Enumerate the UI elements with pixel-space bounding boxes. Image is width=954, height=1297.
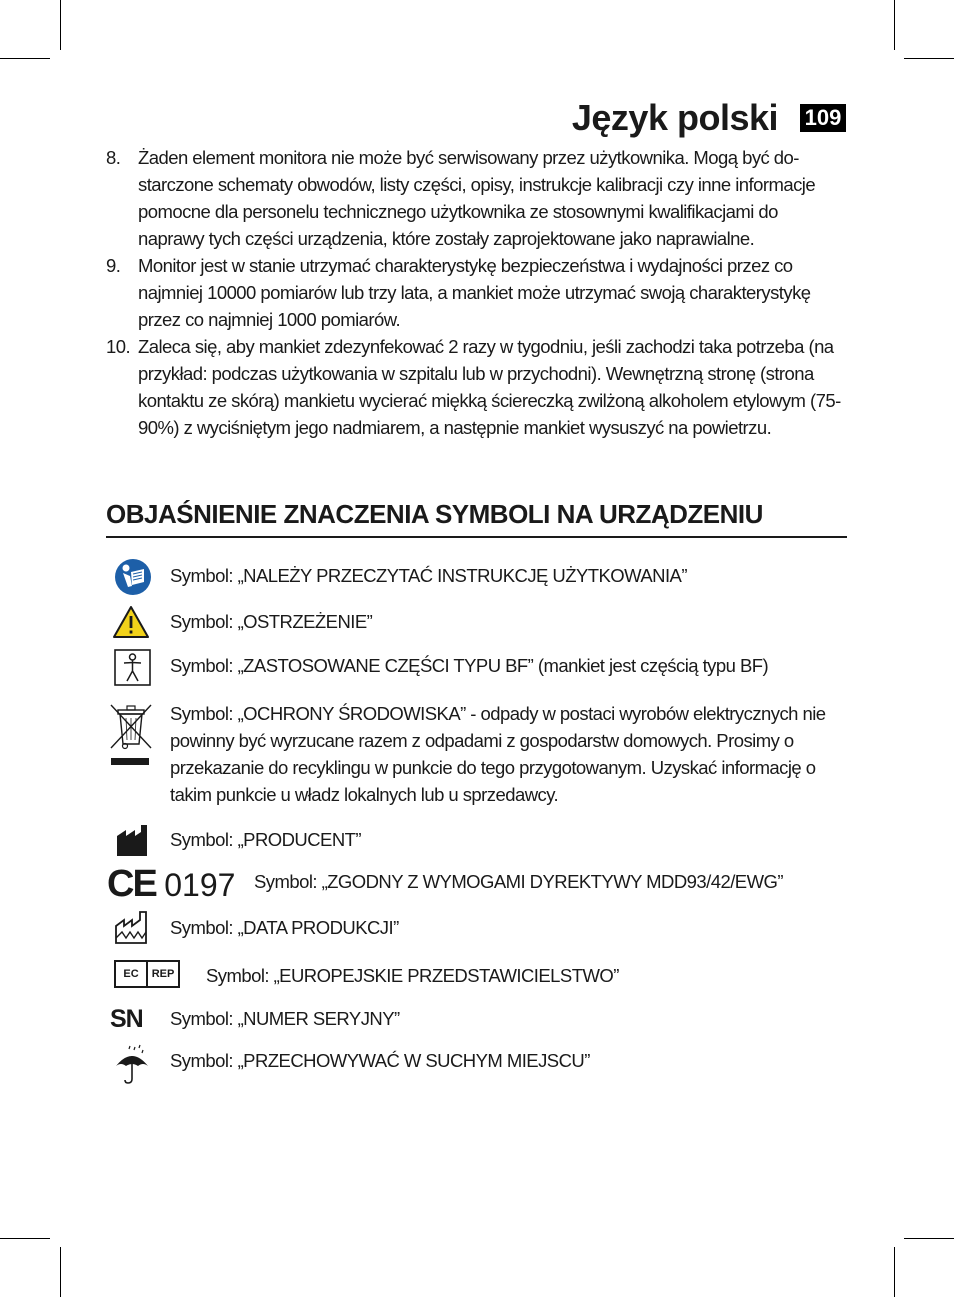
symbol-row-date xyxy=(106,908,848,948)
notified-body-number: 0197 xyxy=(164,867,236,903)
symbol-label: Symbol: „OSTRZEŻENIE” xyxy=(170,611,373,632)
read-instructions-icon xyxy=(111,556,155,598)
symbol-row-manufacturer xyxy=(106,822,848,858)
rep-label: REP xyxy=(151,968,175,980)
crossed-bin-icon xyxy=(108,700,154,770)
crop-mark xyxy=(904,1238,954,1239)
symbol-label: Symbol: „PRZECHOWYWAĆ W SUCHYM MIEJSCU” xyxy=(170,1050,590,1071)
warning-icon xyxy=(111,604,151,640)
ec-label: EC xyxy=(116,962,148,986)
date-of-manufacture-icon xyxy=(112,908,156,946)
section-title: OBJAŚNIENIE ZNACZENIA SYMBOLI NA URZĄDZENIU xyxy=(106,494,847,538)
symbol-label: Symbol: „EUROPEJSKIE PRZEDSTAWICIELSTWO” xyxy=(206,965,619,986)
keep-dry-umbrella-icon xyxy=(110,1042,154,1086)
page-number: 109 xyxy=(800,104,846,132)
crop-mark xyxy=(0,1238,50,1239)
symbol-row-bf-part xyxy=(106,648,848,688)
ce-mark-icon xyxy=(107,862,235,914)
symbol-description: Symbol: „OCHRONY ŚRODOWISKA” - odpady w postaci wyrobów elektrycznych nie powinny być wyrzucane razem z odpadami z gospodarstw domowych. Prosimy o przekazanie do recyklingu w punkcie do tego przygotowanym. Uzyskać informację o takim punkcie u władz lokalnych lub u sprzedawcy. xyxy=(170,703,826,805)
symbol-row-serial xyxy=(106,1002,848,1036)
serial-number-icon: SN xyxy=(110,1005,143,1033)
list-item xyxy=(106,144,848,252)
list-item xyxy=(106,333,848,441)
list-item-number: 9. xyxy=(106,255,121,276)
symbol-row-ec-rep xyxy=(106,958,848,992)
list-item-text: Monitor jest w stanie utrzymać charakterystykę bezpieczeństwa i wydajności przez co najmniej 10000 pomiarów lub trzy lata, a mankiet może utrzymać swoją charakterystykę przez co najmniej 1000 pomiarów. xyxy=(138,255,811,330)
list-item-number: 10. xyxy=(106,336,131,357)
crop-mark xyxy=(0,58,50,59)
bf-applied-part-icon xyxy=(113,648,153,688)
crop-mark xyxy=(894,1247,895,1297)
factory-icon xyxy=(114,822,154,858)
symbol-row-weee xyxy=(106,700,848,810)
list-item-number: 8. xyxy=(106,147,121,168)
crop-mark xyxy=(904,58,954,59)
symbol-row-keep-dry xyxy=(106,1042,848,1086)
symbol-row-instructions xyxy=(106,556,848,596)
crop-mark xyxy=(60,0,61,50)
list-item xyxy=(106,252,848,333)
page-title: Język polski xyxy=(571,97,778,138)
numbered-list xyxy=(106,144,848,441)
symbol-label: Symbol: „NALEŻY PRZECZYTAĆ INSTRUKCJĘ UŻYTKOWANIA” xyxy=(170,565,687,586)
crop-mark xyxy=(60,1247,61,1297)
symbol-row-ce xyxy=(106,862,848,906)
symbol-label: Symbol: „NUMER SERYJNY” xyxy=(170,1008,400,1029)
ec-rep-icon xyxy=(114,960,180,988)
crop-mark xyxy=(894,0,895,50)
symbol-label: Symbol: „ZGODNY Z WYMOGAMI DYREKTYWY MDD93/42/EWG” xyxy=(254,871,783,892)
symbol-label: Symbol: „ZASTOSOWANE CZĘŚCI TYPU BF” (mankiet jest częścią typu BF) xyxy=(170,655,769,676)
ce-mark: CE xyxy=(107,863,156,905)
symbol-row-warning xyxy=(106,604,848,640)
symbol-label: Symbol: „PRODUCENT” xyxy=(170,829,362,850)
symbol-label: Symbol: „DATA PRODUKCJI” xyxy=(170,917,399,938)
list-item-text: Żaden element monitora nie może być serwisowany przez użytkownika. Mogą być dostarczone schematy obwodów, listy części, opisy, instrukcje kalibracji czy inne informacje pomocne dla personelu technicznego użytkownika ze stosownymi kwalifikacjami do naprawy tych części urządzenia, które zostały zaprojektowane jako naprawialne. xyxy=(138,147,816,249)
list-item-text: Zaleca się, aby mankiet zdezynfekować 2 razy w tygodniu, jeśli zachodzi taka potrzeba (na przykład: podczas użytkowania w szpitalu lub w przychodni). Wewnętrzną stronę (strona kontaktu ze skórą) mankietu wycierać miękką ściereczką zwilżoną alkoholem etylowym (75-90%) z wyciśniętym jego nadmiarem, a następnie mankiet wysuszyć na powietrzu. xyxy=(138,336,841,438)
